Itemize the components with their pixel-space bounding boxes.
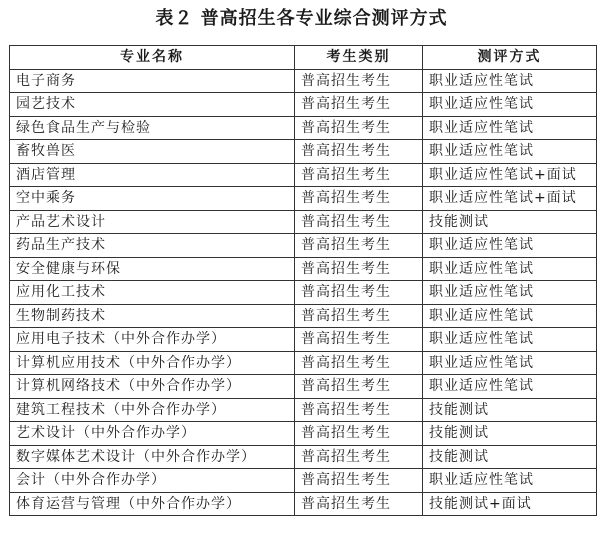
cell-assessment-method: 职业适应性笔试 bbox=[423, 140, 597, 164]
table-row bbox=[10, 163, 597, 187]
cell-major-name: 安全健康与环保 bbox=[10, 257, 295, 281]
table-row bbox=[10, 422, 597, 446]
cell-major-name: 建筑工程技术（中外合作办学） bbox=[10, 398, 295, 422]
cell-assessment-method: 职业适应性笔试 bbox=[423, 281, 597, 305]
cell-assessment-method: 职业适应性笔试+面试 bbox=[423, 163, 597, 187]
table-body bbox=[10, 69, 597, 516]
cell-assessment-method: 技能测试 bbox=[423, 210, 597, 234]
cell-major-name: 产品艺术设计 bbox=[10, 210, 295, 234]
cell-assessment-method: 技能测试 bbox=[423, 445, 597, 469]
table-row bbox=[10, 375, 597, 399]
cell-candidate-category: 普高招生考生 bbox=[295, 93, 423, 117]
cell-candidate-category: 普高招生考生 bbox=[295, 469, 423, 493]
table-row bbox=[10, 398, 597, 422]
cell-assessment-method: 职业适应性笔试 bbox=[423, 234, 597, 258]
cell-major-name: 电子商务 bbox=[10, 69, 295, 93]
cell-candidate-category: 普高招生考生 bbox=[295, 257, 423, 281]
cell-major-name: 应用电子技术（中外合作办学） bbox=[10, 328, 295, 352]
cell-candidate-category: 普高招生考生 bbox=[295, 163, 423, 187]
cell-assessment-method: 职业适应性笔试 bbox=[423, 93, 597, 117]
cell-candidate-category: 普高招生考生 bbox=[295, 445, 423, 469]
cell-assessment-method: 职业适应性笔试 bbox=[423, 469, 597, 493]
cell-major-name: 畜牧兽医 bbox=[10, 140, 295, 164]
cell-major-name: 园艺技术 bbox=[10, 93, 295, 117]
cell-candidate-category: 普高招生考生 bbox=[295, 398, 423, 422]
table-row bbox=[10, 187, 597, 211]
cell-major-name: 酒店管理 bbox=[10, 163, 295, 187]
cell-assessment-method: 职业适应性笔试 bbox=[423, 375, 597, 399]
cell-candidate-category: 普高招生考生 bbox=[295, 281, 423, 305]
cell-major-name: 药品生产技术 bbox=[10, 234, 295, 258]
table-row bbox=[10, 93, 597, 117]
cell-candidate-category: 普高招生考生 bbox=[295, 375, 423, 399]
cell-assessment-method: 职业适应性笔试 bbox=[423, 69, 597, 93]
table-row bbox=[10, 445, 597, 469]
assessment-table bbox=[9, 45, 597, 516]
cell-major-name: 应用化工技术 bbox=[10, 281, 295, 305]
cell-assessment-method: 技能测试 bbox=[423, 398, 597, 422]
cell-candidate-category: 普高招生考生 bbox=[295, 116, 423, 140]
cell-candidate-category: 普高招生考生 bbox=[295, 210, 423, 234]
cell-assessment-method: 职业适应性笔试 bbox=[423, 328, 597, 352]
cell-assessment-method: 职业适应性笔试 bbox=[423, 304, 597, 328]
cell-candidate-category: 普高招生考生 bbox=[295, 304, 423, 328]
table-row bbox=[10, 257, 597, 281]
cell-major-name: 体育运营与管理（中外合作办学） bbox=[10, 492, 295, 516]
cell-assessment-method: 技能测试 bbox=[423, 422, 597, 446]
cell-assessment-method: 职业适应性笔试 bbox=[423, 116, 597, 140]
header-row bbox=[10, 46, 597, 70]
cell-candidate-category: 普高招生考生 bbox=[295, 187, 423, 211]
header-major-name: 专业名称 bbox=[10, 46, 295, 70]
header-candidate-category: 考生类别 bbox=[295, 46, 423, 70]
cell-major-name: 计算机网络技术（中外合作办学） bbox=[10, 375, 295, 399]
cell-candidate-category: 普高招生考生 bbox=[295, 492, 423, 516]
cell-assessment-method: 职业适应性笔试+面试 bbox=[423, 187, 597, 211]
cell-candidate-category: 普高招生考生 bbox=[295, 140, 423, 164]
cell-candidate-category: 普高招生考生 bbox=[295, 69, 423, 93]
table-row bbox=[10, 116, 597, 140]
table-row bbox=[10, 328, 597, 352]
cell-assessment-method: 职业适应性笔试 bbox=[423, 257, 597, 281]
cell-major-name: 会计（中外合作办学） bbox=[10, 469, 295, 493]
cell-candidate-category: 普高招生考生 bbox=[295, 422, 423, 446]
table-row bbox=[10, 140, 597, 164]
cell-assessment-method: 技能测试+面试 bbox=[423, 492, 597, 516]
table-title: 表２ 普高招生各专业综合测评方式 bbox=[155, 8, 448, 29]
table-row bbox=[10, 234, 597, 258]
table-row bbox=[10, 492, 597, 516]
cell-candidate-category: 普高招生考生 bbox=[295, 351, 423, 375]
table-row bbox=[10, 351, 597, 375]
table-row bbox=[10, 304, 597, 328]
cell-assessment-method: 职业适应性笔试 bbox=[423, 351, 597, 375]
cell-candidate-category: 普高招生考生 bbox=[295, 234, 423, 258]
header-assessment-method: 测评方式 bbox=[423, 46, 597, 70]
table-row bbox=[10, 469, 597, 493]
cell-major-name: 空中乘务 bbox=[10, 187, 295, 211]
cell-major-name: 艺术设计（中外合作办学） bbox=[10, 422, 295, 446]
cell-major-name: 绿色食品生产与检验 bbox=[10, 116, 295, 140]
cell-major-name: 计算机应用技术（中外合作办学） bbox=[10, 351, 295, 375]
table-row bbox=[10, 281, 597, 305]
cell-candidate-category: 普高招生考生 bbox=[295, 328, 423, 352]
table-row bbox=[10, 210, 597, 234]
table-row bbox=[10, 69, 597, 93]
cell-major-name: 数字媒体艺术设计（中外合作办学） bbox=[10, 445, 295, 469]
cell-major-name: 生物制药技术 bbox=[10, 304, 295, 328]
